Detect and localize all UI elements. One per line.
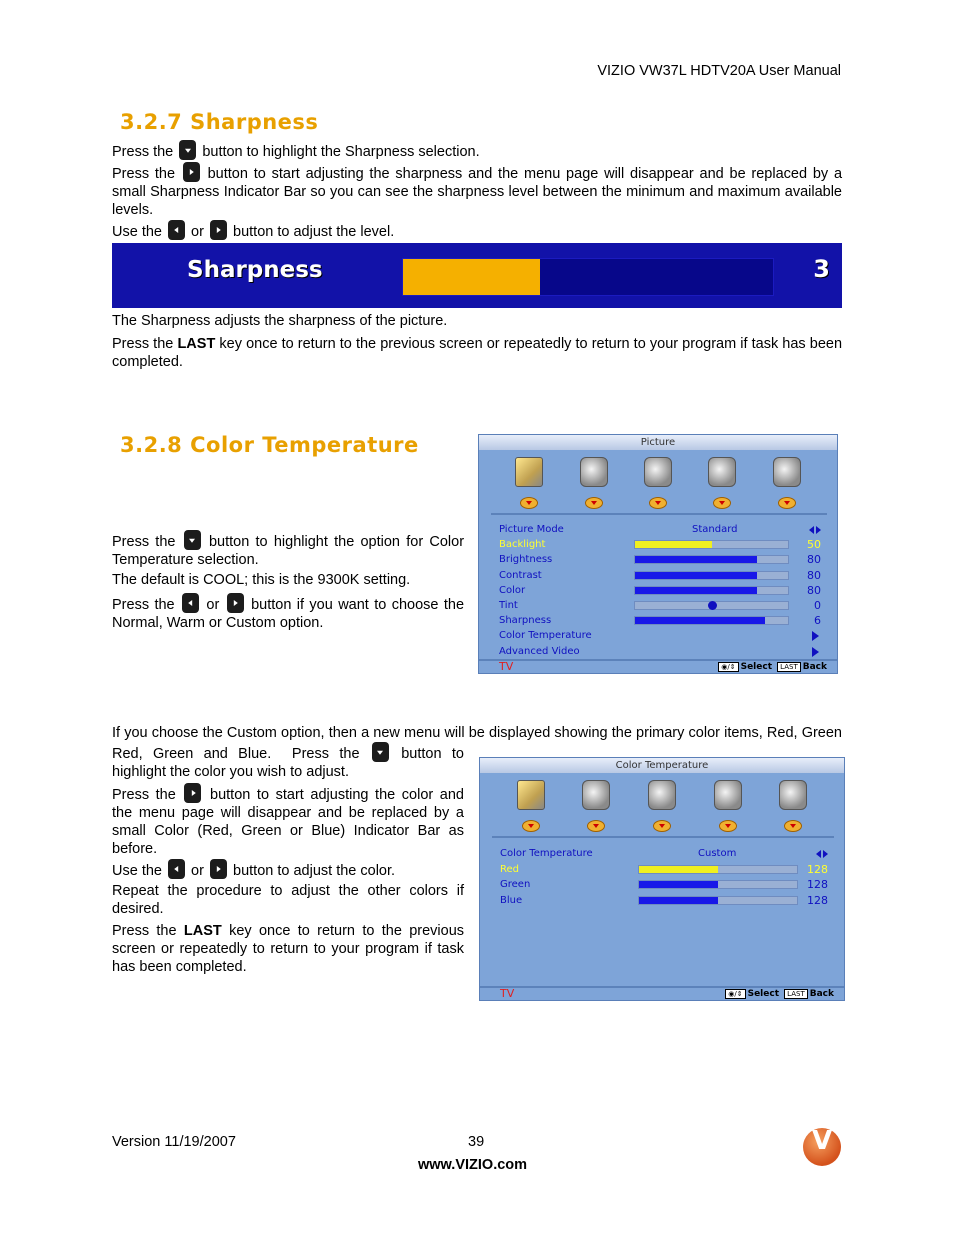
menu-row-label: Sharpness — [499, 615, 552, 627]
menu-row-slider[interactable] — [634, 571, 789, 580]
picture-menu-separator — [491, 513, 827, 515]
menu-row[interactable] — [499, 598, 821, 613]
menu-row-label: Backlight — [499, 539, 546, 551]
picture-tv-icon — [509, 453, 549, 513]
down-button-icon — [184, 530, 201, 550]
color-temperature-menu-separator — [492, 836, 834, 838]
key-icon — [767, 453, 807, 513]
section-title-sharpness: 3.2.7 Sharpness — [120, 110, 319, 134]
picture-menu-key-hints: ◉/⇕ Select LAST Back — [716, 661, 827, 673]
menu-row-value: 50 — [807, 538, 821, 552]
menu-row-slider[interactable] — [634, 601, 789, 610]
audio-icon — [576, 776, 616, 836]
slider-fill — [639, 881, 718, 888]
right-button-icon — [210, 859, 227, 879]
sharpness-para-5: Press the LAST key once to return to the previous screen or repeatedly to return to your program if task has been completed. — [112, 336, 843, 370]
last-key-label: LAST — [177, 336, 216, 352]
slider-fill — [635, 541, 712, 548]
menu-row-value: 6 — [814, 614, 821, 628]
menu-row-label: Color — [499, 584, 526, 596]
submenu-arrow-icon — [812, 647, 819, 657]
menu-row[interactable] — [499, 613, 821, 628]
colortemp-para-4-tail: Red, Green and Blue. Press the — [112, 746, 360, 762]
page-number: 39 — [468, 1134, 485, 1150]
menu-row-label: Color Temperature — [500, 848, 593, 859]
menu-row-slider[interactable] — [634, 540, 789, 549]
color-temperature-menu-key-hints: ◉/⇕ Select LAST Back — [723, 988, 834, 1000]
colortemp-para-6: Use the or button to adjust the color. — [112, 859, 464, 880]
sharpness-indicator-value: 3 — [813, 255, 830, 283]
section-title-color-temperature: 3.2.8 Color Temperature — [120, 433, 419, 457]
last-key-icon: LAST — [777, 662, 801, 672]
menu-row-slider[interactable] — [638, 865, 798, 874]
slider-fill — [635, 556, 757, 563]
menu-row-label: Picture Mode — [499, 524, 564, 535]
color-temperature-menu-title: Color Temperature — [480, 758, 844, 773]
color-temperature-menu-screenshot — [479, 757, 845, 1001]
nav-keys-icon: ◉/⇕ — [718, 662, 738, 672]
menu-row-value: 80 — [807, 553, 821, 567]
source-label: TV — [500, 987, 515, 1000]
menu-row-value: 128 — [807, 862, 828, 876]
sharpness-indicator-fill — [403, 259, 540, 295]
colortemp-para-3: Press the or button if you want to choose the Normal, Warm or Custom option. — [112, 593, 464, 632]
menu-row-slider[interactable] — [634, 555, 789, 564]
menu-row[interactable] — [499, 552, 821, 567]
color-temperature-menu-footer — [480, 986, 844, 1000]
menu-row[interactable] — [499, 628, 821, 643]
menu-row-slider[interactable] — [638, 880, 798, 889]
nav-keys-icon: ◉/⇕ — [725, 989, 745, 999]
menu-row-label: Tint — [499, 600, 518, 611]
menu-row-value: 0 — [814, 599, 821, 612]
picture-menu-screenshot — [478, 434, 838, 674]
menu-row-label: Color Temperature — [499, 630, 592, 642]
menu-row[interactable] — [499, 522, 821, 537]
left-right-arrows-icon — [816, 850, 828, 858]
menu-row-value: 128 — [807, 893, 828, 907]
picture-menu-title: Picture — [479, 435, 837, 450]
wrench-icon — [702, 453, 742, 513]
colortemp-para-4-cont: Red, Green and Blue. Press the button to highlight the color you wish to adjust. — [112, 742, 464, 781]
menu-row[interactable] — [500, 862, 828, 877]
menu-row-label: Blue — [500, 894, 523, 906]
menu-row-slider[interactable] — [634, 586, 789, 595]
menu-row-value: 128 — [807, 878, 828, 891]
colortemp-para-5: Press the button to start adjusting the color and the menu page will disappear and be replaced by a small Color (Red, Green or Blue) Indicator Bar as before. — [112, 783, 464, 858]
sharpness-para-2: Press the button to start adjusting the sharpness and the menu page will disappear and be replaced by a small Sharpness Indicator Bar so you can see the sharpness level between the minimum and maximum available levels. — [112, 162, 842, 219]
menu-row[interactable] — [499, 583, 821, 598]
satellite-dish-icon — [638, 453, 678, 513]
slider-fill — [635, 572, 757, 579]
slider-knob[interactable] — [708, 601, 717, 610]
version-label: Version 11/19/2007 — [112, 1134, 236, 1150]
picture-menu-footer — [479, 659, 837, 673]
left-right-arrows-icon — [809, 526, 821, 534]
menu-row-label: Red — [500, 863, 519, 875]
sharpness-para-1: Press the button to highlight the Sharpness selection. — [112, 140, 842, 161]
manual-title: VIZIO VW37L HDTV20A User Manual — [597, 63, 841, 79]
slider-fill — [635, 617, 765, 624]
left-button-icon — [168, 220, 185, 240]
left-button-icon — [182, 593, 199, 613]
picture-menu-icon-strip — [479, 453, 837, 515]
slider-fill — [639, 897, 718, 904]
color-temperature-menu-icon-strip — [480, 776, 844, 838]
source-label: TV — [499, 660, 514, 673]
slider-fill — [635, 587, 757, 594]
colortemp-para-8: Press the LAST key once to return to the previous screen or repeatedly to return to your program if task has been completed. — [112, 923, 465, 975]
last-key-label: LAST — [183, 923, 222, 939]
menu-row-label: Green — [500, 879, 531, 890]
menu-row[interactable] — [499, 568, 821, 583]
key-icon — [773, 776, 813, 836]
menu-row[interactable] — [499, 537, 821, 552]
right-button-icon — [184, 783, 201, 803]
menu-row-label: Advanced Video — [499, 645, 580, 657]
submenu-arrow-icon — [812, 631, 819, 641]
menu-row-slider[interactable] — [634, 616, 789, 625]
menu-row-label: Brightness — [499, 554, 553, 566]
colortemp-para-4-wide: If you choose the Custom option, then a new menu will be displayed showing the primary color items, Red, Green — [112, 725, 842, 741]
menu-row[interactable] — [500, 877, 828, 892]
audio-icon — [574, 453, 614, 513]
vizio-logo — [803, 1128, 841, 1166]
website-link[interactable]: www.VIZIO.com — [418, 1157, 528, 1173]
menu-row[interactable] — [499, 644, 821, 659]
sharpness-para-4: The Sharpness adjusts the sharpness of the picture. — [112, 313, 448, 329]
menu-row[interactable] — [500, 893, 828, 908]
menu-row-value: 80 — [807, 583, 821, 597]
menu-row-value: 80 — [807, 568, 821, 582]
down-button-icon — [179, 140, 196, 160]
down-button-icon — [372, 742, 389, 762]
menu-row-setting: Standard — [692, 524, 738, 535]
left-button-icon — [168, 859, 185, 879]
right-button-icon — [210, 220, 227, 240]
sharpness-indicator-label: Sharpness — [187, 257, 323, 283]
menu-row[interactable] — [500, 846, 828, 861]
right-button-icon — [183, 162, 200, 182]
sharpness-indicator-track — [402, 258, 774, 296]
picture-tv-icon — [511, 776, 551, 836]
colortemp-para-7: Repeat the procedure to adjust the other colors if desired. — [112, 883, 464, 917]
wrench-icon — [708, 776, 748, 836]
sharpness-indicator-bar — [112, 243, 842, 308]
satellite-dish-icon — [642, 776, 682, 836]
colortemp-para-2: The default is COOL; this is the 9300K setting. — [112, 572, 411, 588]
right-button-icon — [227, 593, 244, 613]
slider-fill — [639, 866, 718, 873]
last-key-icon: LAST — [784, 989, 808, 999]
menu-row-slider[interactable] — [638, 896, 798, 905]
menu-row-label: Contrast — [499, 569, 542, 581]
sharpness-para-3: Use the or button to adjust the level. — [112, 220, 842, 241]
menu-row-setting: Custom — [698, 848, 737, 859]
colortemp-para-1: Press the button to highlight the option for Color Temperature selection. — [112, 530, 464, 569]
